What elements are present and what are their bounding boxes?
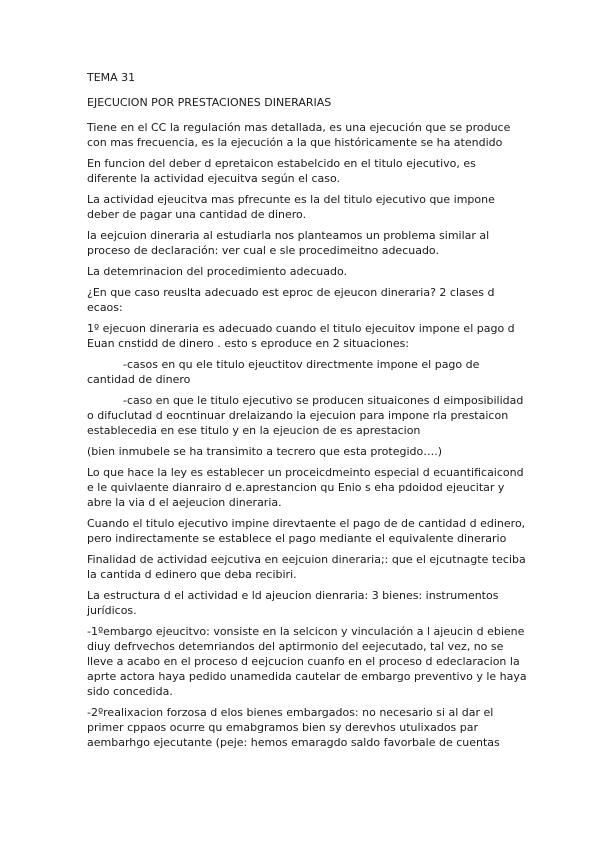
paragraph-indented: -caso en que le titulo ejecutivo se producen situaicones d eimposibilidad o difuclutad d eocntinuar drelaizando la ejecuion para impone rla prestaicon establecedia en ese titulo y en la ejeucion de es aprestacion xyxy=(87,394,524,437)
paragraph-indented: -casos en qu ele titulo ejeuctitov directmente impone el pago de cantidad de dinero xyxy=(87,358,480,386)
paragraph: La actividad ejeucitva mas pfrecunte es la del titulo ejecutivo que impone deber de pagar una cantidad de dinero. xyxy=(87,193,495,221)
paragraph: En funcion del deber d epretaicon estabelcido en el titulo ejecutivo, es diferente la actividad ejecuitva según el caso. xyxy=(87,157,476,185)
paragraph: -2ºrealixacion forzosa d elos bienes embargados: no necesario si al dar el primer cppaos ocurre qu emabgramos bien sy derevhos utulixados par aembarhgo ejecutante (peje: hemos emaragdo saldo favorbale de cuentas xyxy=(87,706,500,749)
paragraph: 1º ejecuon dineraria es adecuado cuando el titulo ejecuitov impone el pago d Euan cnstidd de dinero . esto s eproduce en 2 situaciones: xyxy=(87,322,515,350)
paragraph: Lo que hace la ley es establecer un proceicdmeinto especial d ecuantificaicond e le quivlaente dianrairo d e.aprestancion qu Enio s eha pdoidod ejeucitar y abre la via d el aejeucion dineraria. xyxy=(87,466,524,509)
paragraph: ¿En que caso reuslta adecuado est eproc de ejeucon dineraria? 2 clases d ecaos: xyxy=(87,286,495,314)
paragraph: la eejcuion dineraria al estudiarla nos planteamos un problema similar al proceso de declaración: ver cual e sle procedimeitno adecuado. xyxy=(87,229,490,257)
paragraph: Cuando el titulo ejecutivo impine direvtaente el pago de de cantidad d edinero, pero indirectamente se establece el pago mediante el equivalente dinerario xyxy=(87,517,526,545)
document-title: TEMA 31 xyxy=(87,71,136,84)
paragraph: -1ºembargo ejeucitvo: vonsiste en la selcicon y vinculación a l ajeucin d ebiene diuy defrvechos detemriandos del aptirmonio del eejecutado, tal vez, no se lleve a acabo en el proceso d eejcucion cuanfo en el proceso d edeclaracion la aprte actora haya pedido unamedida cautelar de embargo preventivo y le haya sido concedida. xyxy=(87,625,527,698)
document-heading: EJECUCION POR PRESTACIONES DINERARIAS xyxy=(87,96,332,109)
paragraph: La estructura d el actividad e ld ajeucion dienraria: 3 bienes: instrumentos jurídicos. xyxy=(87,589,499,617)
paragraph: Finalidad de actividad eejcutiva en eejcuion dineraria;: que el ejcutnagte teciba la cantida d edinero que deba recibiri. xyxy=(87,553,526,581)
document-body xyxy=(87,70,527,756)
paragraph: (bien inmubele se ha transimito a tecrero que esta protegido….) xyxy=(87,445,443,458)
paragraph: La detemrinacion del procedimiento adecuado. xyxy=(87,265,347,278)
paragraph: Tiene en el CC la regulación mas detallada, es una ejecución que se produce con mas frecuencia, es la ejecución a la que históricamente se ha atendido xyxy=(87,121,511,149)
